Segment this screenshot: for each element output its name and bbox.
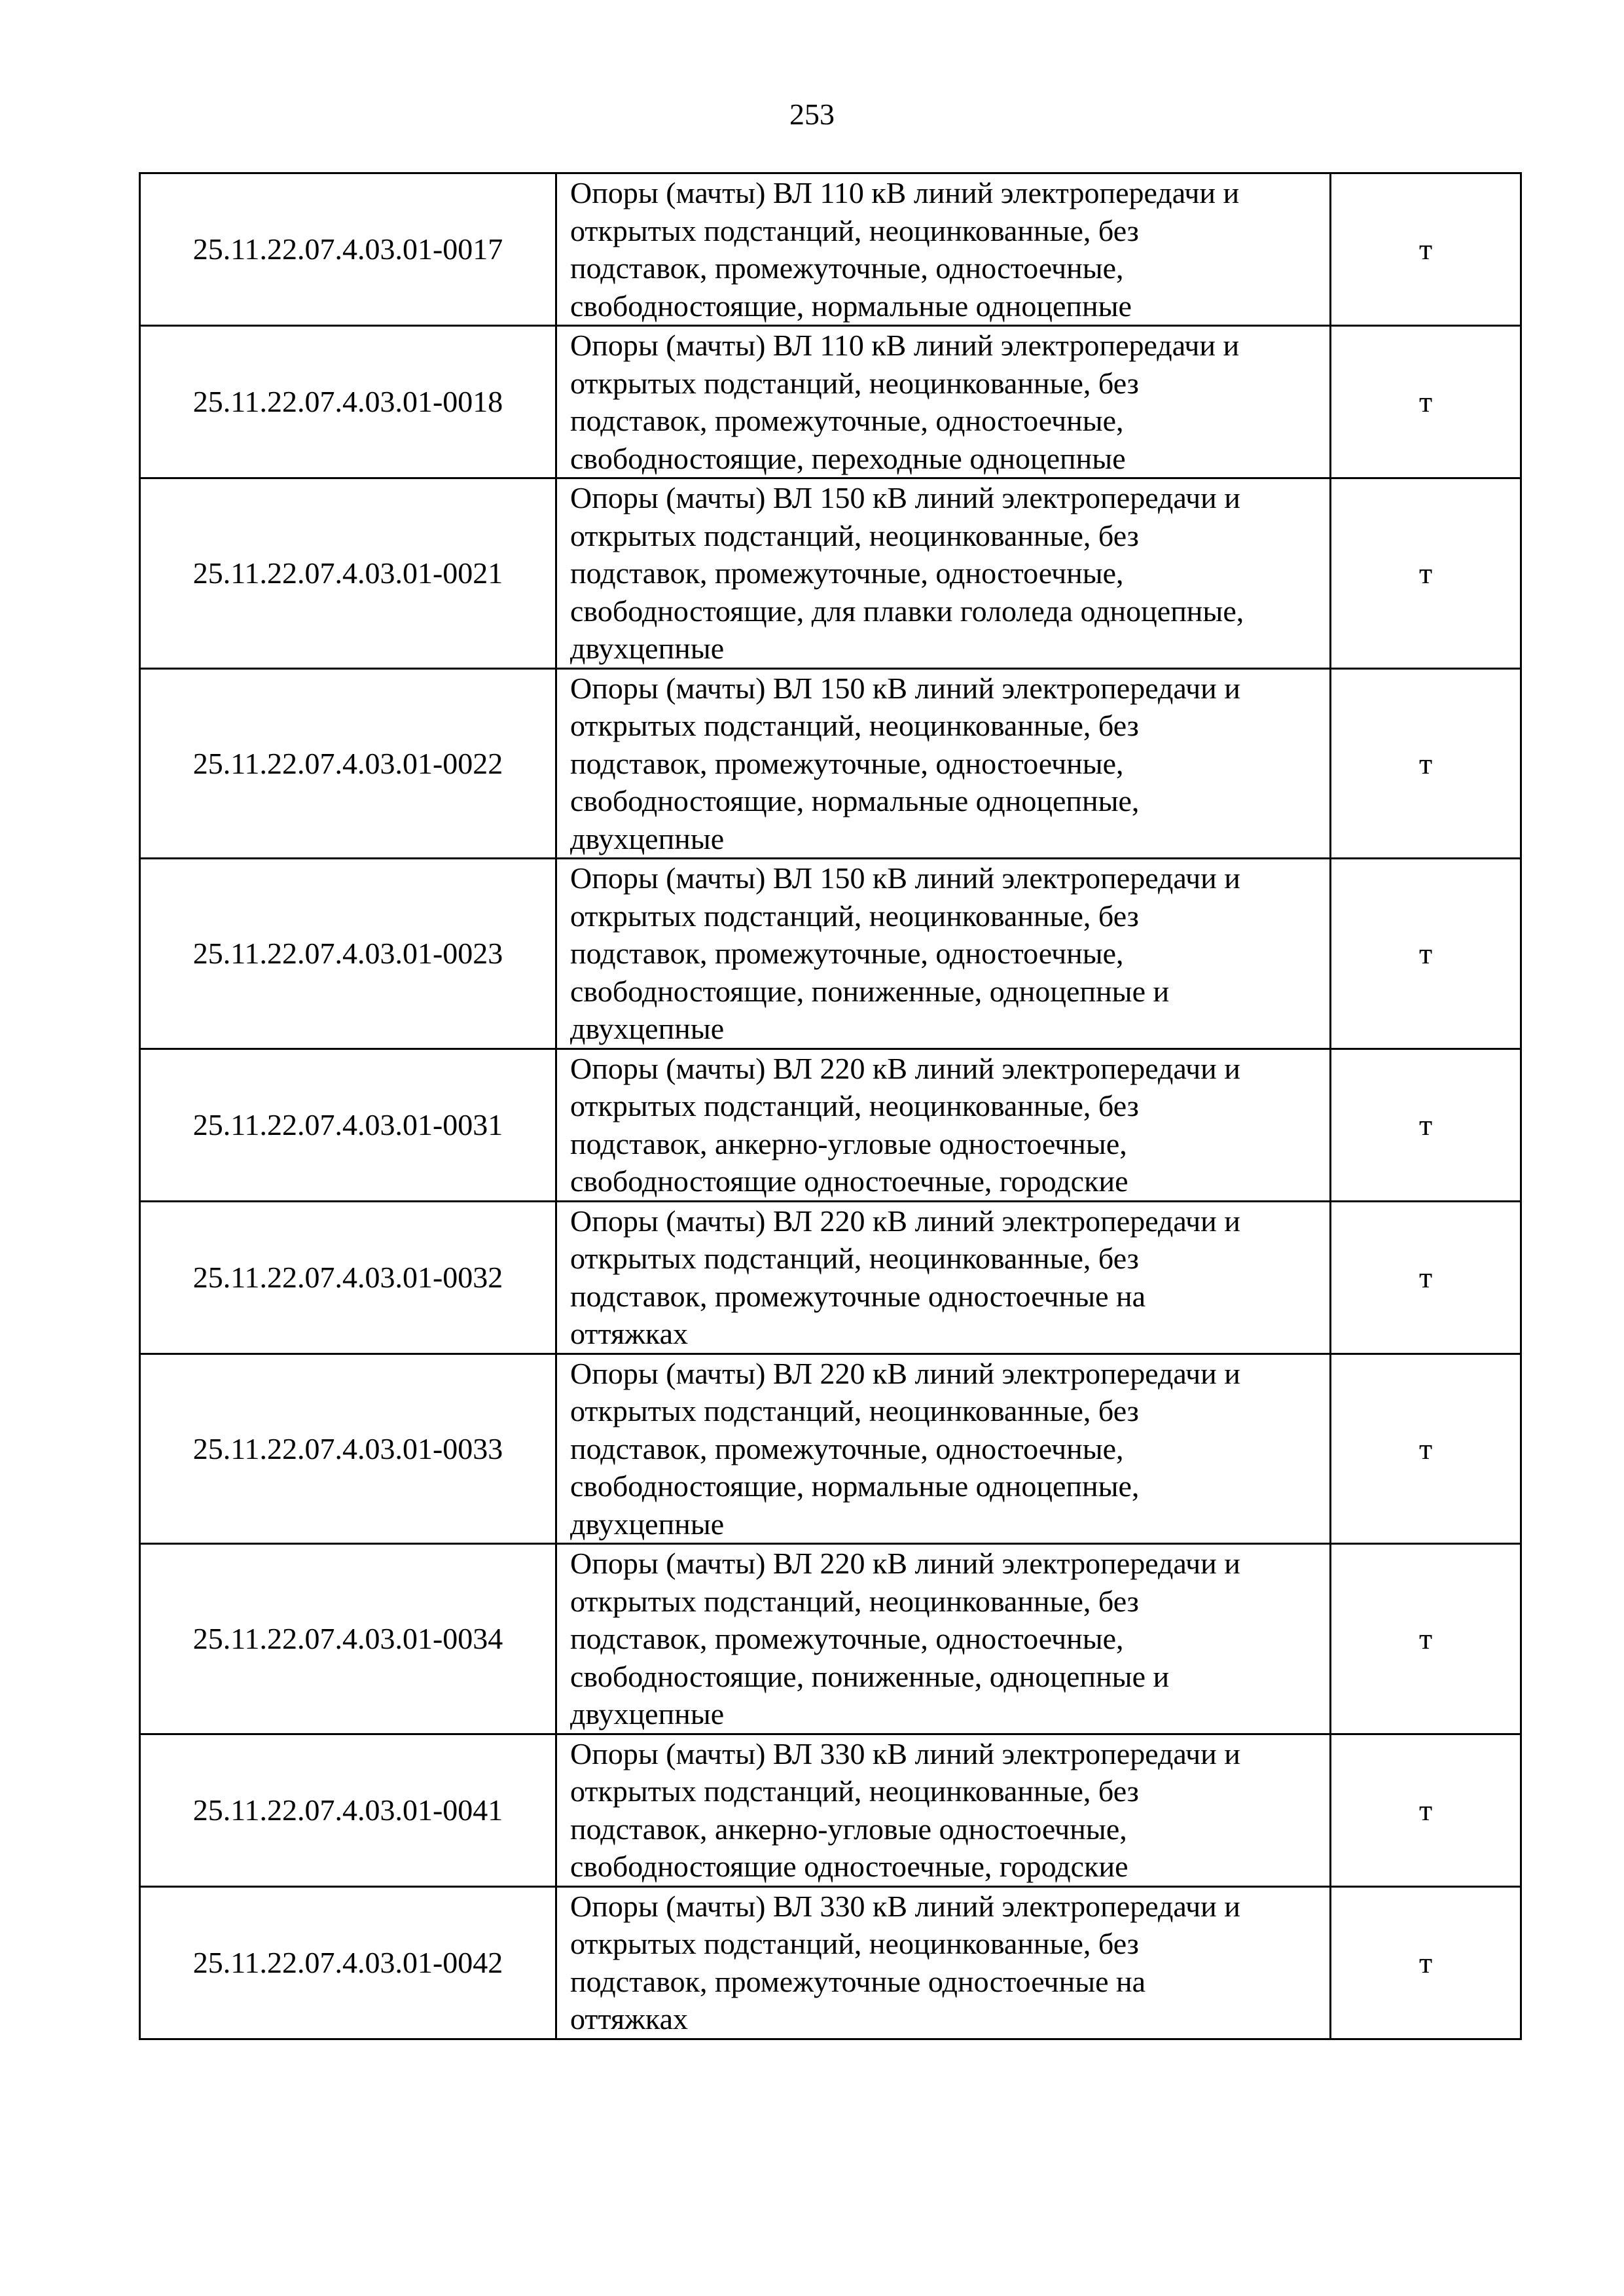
unit-cell: т [1331,478,1521,669]
resource-name-line: Опоры (мачты) ВЛ 220 кВ линий электропередачи и [570,1204,1240,1238]
table-row [140,668,1521,859]
resource-name-line: свободностоящие, нормальные одноцепные [570,289,1132,323]
resource-name-cell [556,1886,1331,2039]
table-body [140,173,1521,2039]
unit-cell: т [1331,173,1521,326]
resource-name-line: свободностоящие, пониженные, одноцепные и [570,974,1170,1008]
resource-name-line: открытых подстанций, неоцинкованные, без [570,213,1139,247]
resource-name-line: свободностоящие одностоечные, городские [570,1164,1128,1198]
resource-name-line: подставок, промежуточные, одностоечные, [570,1622,1124,1655]
resource-code-cell: 25.11.22.07.4.03.01-0032 [140,1201,556,1354]
resource-code-cell: 25.11.22.07.4.03.01-0021 [140,478,556,669]
resource-name-line: открытых подстанций, неоцинкованные, без [570,1584,1139,1618]
resource-name-line: Опоры (мачты) ВЛ 150 кВ линий электропередачи и [570,671,1240,705]
table-row [140,1201,1521,1354]
resource-code-cell: 25.11.22.07.4.03.01-0018 [140,326,556,478]
table-row [140,1354,1521,1544]
resource-code-cell: 25.11.22.07.4.03.01-0042 [140,1886,556,2039]
unit-cell: т [1331,1201,1521,1354]
resource-name-line: двухцепные [570,632,725,665]
resource-name-line: подставок, промежуточные, одностоечные, [570,937,1124,970]
resource-name-cell [556,1544,1331,1734]
resource-name-line: Опоры (мачты) ВЛ 220 кВ линий электропередачи и [570,1051,1240,1085]
resource-name-line: Опоры (мачты) ВЛ 330 кВ линий электропередачи и [570,1889,1240,1923]
resource-name-line: Опоры (мачты) ВЛ 150 кВ линий электропередачи и [570,861,1240,895]
resource-name-line: Опоры (мачты) ВЛ 110 кВ линий электропередачи и [570,176,1240,209]
resource-name-line: подставок, промежуточные, одностоечные, [570,556,1124,590]
resource-name-cell [556,1201,1331,1354]
resource-code-cell: 25.11.22.07.4.03.01-0033 [140,1354,556,1544]
resource-name-cell [556,859,1331,1049]
table-row [140,1734,1521,1886]
resource-code-cell: 25.11.22.07.4.03.01-0023 [140,859,556,1049]
resource-name-line: подставок, промежуточные одностоечные на [570,1279,1146,1313]
resource-name-cell [556,1734,1331,1886]
unit-cell: т [1331,1544,1521,1734]
resource-name-line: подставок, анкерно-угловые одностоечные, [570,1812,1127,1846]
resource-name-line: Опоры (мачты) ВЛ 220 кВ линий электропередачи и [570,1547,1240,1580]
resource-code-cell: 25.11.22.07.4.03.01-0031 [140,1049,556,1201]
resource-name-line: свободностоящие, нормальные одноцепные, [570,1469,1140,1503]
resource-name-line: открытых подстанций, неоцинкованные, без [570,1242,1139,1275]
resource-name-line: открытых подстанций, неоцинкованные, без [570,1394,1139,1427]
resource-code-cell: 25.11.22.07.4.03.01-0041 [140,1734,556,1886]
resource-name-line: двухцепные [570,821,725,855]
resource-name-cell [556,1354,1331,1544]
table-row [140,173,1521,326]
resource-name-line: подставок, промежуточные, одностоечные, [570,251,1124,285]
resource-name-cell [556,1049,1331,1201]
resource-name-line: двухцепные [570,1012,725,1045]
resource-name-line: свободностоящие, для плавки гололеда одноцепные, [570,594,1244,628]
table-row [140,1886,1521,2039]
resource-name-line: открытых подстанций, неоцинкованные, без [570,899,1139,933]
unit-cell: т [1331,1354,1521,1544]
resource-name-line: Опоры (мачты) ВЛ 150 кВ линий электропередачи и [570,481,1240,514]
table-row [140,326,1521,478]
resource-name-line: подставок, промежуточные, одностоечные, [570,746,1124,780]
resource-name-line: двухцепные [570,1507,725,1541]
materials-table [139,172,1522,2040]
resource-name-line: подставок, промежуточные одностоечные на [570,1964,1146,1998]
resource-name-cell [556,668,1331,859]
resource-name-cell [556,326,1331,478]
resource-code-cell: 25.11.22.07.4.03.01-0034 [140,1544,556,1734]
unit-cell: т [1331,326,1521,478]
resource-name-line: двухцепные [570,1697,725,1731]
resource-name-line: Опоры (мачты) ВЛ 330 кВ линий электропередачи и [570,1736,1240,1770]
resource-name-line: свободностоящие, нормальные одноцепные, [570,784,1140,817]
resource-name-line: оттяжках [570,2002,689,2036]
table-row [140,859,1521,1049]
resource-name-line: открытых подстанций, неоцинкованные, без [570,518,1139,552]
resource-name-line: свободностоящие одностоечные, городские [570,1850,1128,1883]
table-row [140,1049,1521,1201]
resource-name-line: открытых подстанций, неоцинкованные, без [570,366,1139,400]
unit-cell: т [1331,1049,1521,1201]
unit-cell: т [1331,859,1521,1049]
resource-name-line: Опоры (мачты) ВЛ 220 кВ линий электропередачи и [570,1356,1240,1390]
resource-name-line: подставок, промежуточные, одностоечные, [570,404,1124,437]
resource-name-line: открытых подстанций, неоцинкованные, без [570,709,1139,742]
resource-name-cell [556,478,1331,669]
resource-name-line: подставок, анкерно-угловые одностоечные, [570,1126,1127,1160]
resource-name-line: открытых подстанций, неоцинкованные, без [570,1927,1139,1960]
table-row [140,478,1521,669]
resource-name-line: открытых подстанций, неоцинкованные, без [570,1089,1139,1122]
resource-code-cell: 25.11.22.07.4.03.01-0022 [140,668,556,859]
resource-name-cell [556,173,1331,326]
resource-name-line: оттяжках [570,1317,689,1350]
unit-cell: т [1331,1734,1521,1886]
resource-name-line: подставок, промежуточные, одностоечные, [570,1431,1124,1465]
resource-name-line: Опоры (мачты) ВЛ 110 кВ линий электропередачи и [570,329,1240,362]
page-number: 253 [789,98,835,131]
resource-name-line: открытых подстанций, неоцинкованные, без [570,1774,1139,1808]
resource-code-cell: 25.11.22.07.4.03.01-0017 [140,173,556,326]
resource-name-line: свободностоящие, переходные одноцепные [570,441,1126,475]
unit-cell: т [1331,668,1521,859]
table-row [140,1544,1521,1734]
resource-name-line: свободностоящие, пониженные, одноцепные и [570,1659,1170,1693]
unit-cell: т [1331,1886,1521,2039]
